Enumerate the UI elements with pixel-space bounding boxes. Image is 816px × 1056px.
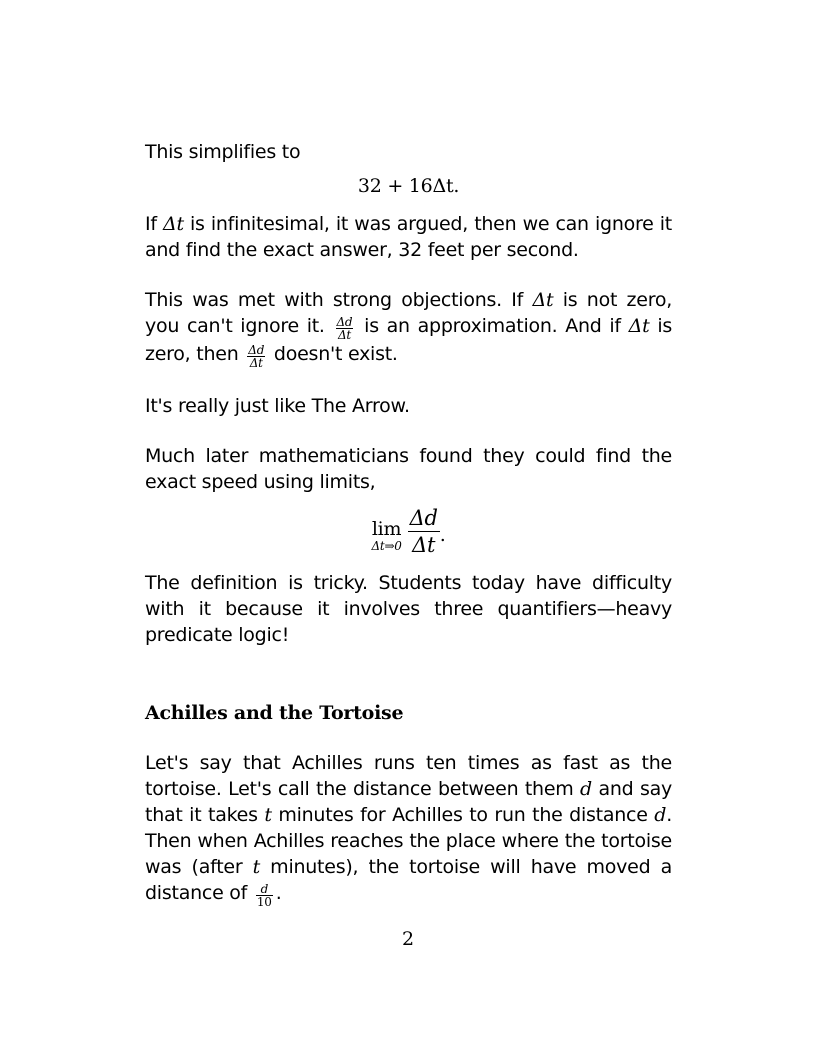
math-delta-t: Δt [162,213,184,235]
text-run: is not zero, you can't ignore it. [145,289,672,337]
text-run: doesn't exist. [268,343,398,365]
paragraph-limits: Much later mathematicians found they could find the exact speed using limits, [145,445,672,493]
fraction-d-over-10 [256,883,273,908]
paragraph-simplifies: This simplifies to [145,141,301,163]
page-number: 2 [401,928,415,950]
math-delta-t: Δt [532,289,554,311]
fraction-numerator: Δd [336,315,353,329]
text-run: . [275,882,282,904]
paragraph-infinitesimal [145,211,672,263]
fraction-numerator: Δd [248,343,265,357]
paragraph-objections [145,287,672,369]
fraction-numerator: d [256,883,273,896]
fraction-denominator: Δt [249,356,263,370]
page-body [145,139,672,908]
text-run: is an approximation. And if [356,315,629,337]
text-run: . Then when Achilles reaches the place where the tortoise was (after [145,804,672,878]
fraction-dd-dt [336,316,354,341]
text-run: Let's say that Achilles runs ten times as fast as the tortoise. Let's call the distance between them [145,752,672,800]
math-d: d [580,778,592,800]
paragraph-definition: The definition is tricky. Students today have difficulty with it because it involves three quantifiers—heavy predicate logic! [145,572,672,646]
text-run: If [145,213,163,235]
limit-word: lim [371,517,402,540]
fraction-dd-dt [247,344,265,369]
limit-operator [371,511,401,553]
fraction-numerator: Δd [409,506,438,530]
text-run: minutes for Achilles to run the distance [271,804,655,826]
fraction-denominator: Δt [337,328,351,342]
math-t: t [264,804,272,826]
math-delta-t: Δt [628,315,650,337]
text-run: This was met with strong objections. If [145,289,533,311]
text-run: is infinitesimal, it was argued, then we can ignore it and find the exact answer, 32 feet per second. [145,213,672,261]
text-run: is zero, then [145,315,672,365]
fraction-dd-dt-large [408,505,440,558]
text-run: and say that it takes [145,778,672,826]
section-heading: Achilles and the Tortoise [145,702,404,724]
text-run: minutes), the tortoise will have moved a distance of [145,856,672,904]
equation-32-plus-16dt: 32 + 16Δt. [357,175,460,197]
paragraph-arrow: It's really just like The Arrow. [145,395,410,417]
equation-period: . [439,523,446,546]
math-t: t [252,856,260,878]
paragraph-achilles [145,750,672,908]
math-d: d [654,804,667,826]
fraction-denominator: Δt [412,533,436,557]
limit-subscript: Δt⇒0 [371,538,402,553]
fraction-denominator: 10 [256,895,272,909]
equation-limit [145,505,672,558]
